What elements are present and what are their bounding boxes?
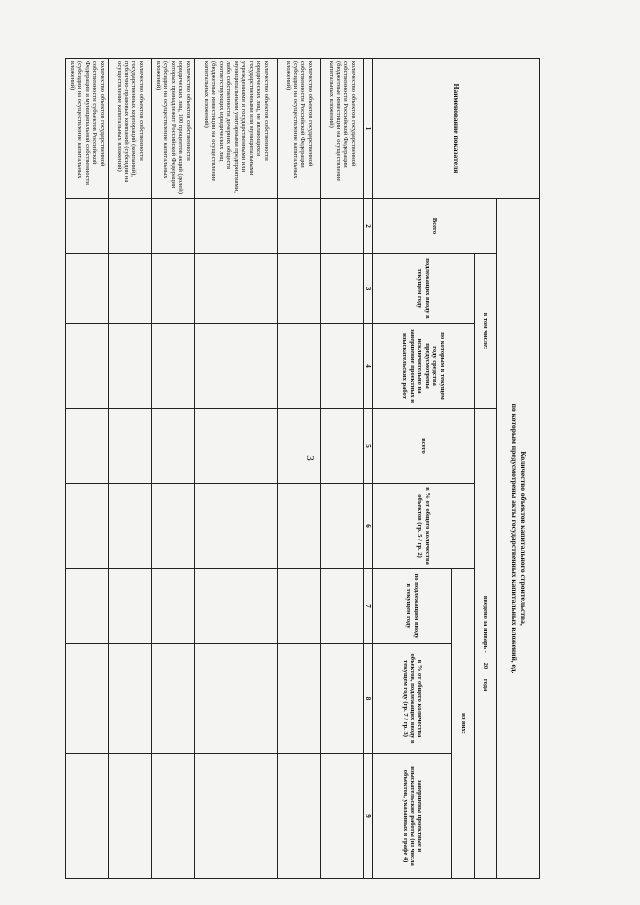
- table-row: [152, 59, 195, 879]
- row-label: количество объектов собственности юридических лиц, не являющихся государственными или муниципальными учреждениями и государственными или муниципальными унитарными предприятиями, либо собственности дочерних обществ соответствующих юридических лиц (бюджетные инвестиции на осуществление капитальных вложений): [195, 59, 278, 199]
- table-cell[interactable]: [152, 324, 195, 409]
- table-cell[interactable]: [109, 254, 152, 324]
- col-number: 6: [364, 484, 373, 569]
- table-row: [278, 59, 321, 879]
- percent-total-header: в % от общего количества объектов (гр. 5 / гр. 2): [373, 484, 475, 569]
- table-cell[interactable]: [66, 484, 109, 569]
- table-cell[interactable]: [278, 324, 321, 409]
- row-label: количество объектов государственной собственности Российской Федерации (бюджетные инвестиции на осуществление капитальных вложений): [321, 59, 364, 199]
- row-label: количество объектов собственности юридических лиц, 100 процентов акций (долей) которых принадлежит Российской Федерации (субсидии на осуществление капитальных вложений): [152, 59, 195, 199]
- table-row: [195, 59, 278, 879]
- col-number: 7: [364, 569, 373, 644]
- design-completed-header: завершены проектные и изыскательские работы (из числа объектов, указанных в графе 4): [373, 754, 452, 879]
- table-row: [321, 59, 364, 879]
- table-cell[interactable]: [195, 409, 278, 484]
- col-number: 5: [364, 409, 373, 484]
- table-cell[interactable]: [278, 569, 321, 644]
- of-them-header: из них:: [452, 569, 474, 879]
- commissioning-header: подлежащих вводу в текущем году: [373, 254, 475, 324]
- introduced-header: введено за январь - 20 года: [474, 409, 496, 879]
- header-row-1: [496, 59, 539, 879]
- table-cell[interactable]: [152, 569, 195, 644]
- table-cell[interactable]: [278, 484, 321, 569]
- column-numbers-row: [364, 59, 373, 879]
- rotated-table-container: [65, 58, 540, 878]
- table-cell[interactable]: [195, 254, 278, 324]
- table-cell[interactable]: [195, 199, 278, 254]
- table-cell[interactable]: [195, 644, 278, 754]
- table-cell[interactable]: [152, 754, 195, 879]
- table-cell[interactable]: [195, 484, 278, 569]
- table-cell[interactable]: [152, 254, 195, 324]
- table-cell[interactable]: [66, 569, 109, 644]
- table-cell[interactable]: [278, 754, 321, 879]
- table-cell[interactable]: [109, 324, 152, 409]
- main-header-line2: по которым предусмотрены акты государственных капитальных вложений, ед.: [509, 403, 519, 674]
- year-label: года: [482, 678, 490, 692]
- incl-header: в том числе:: [474, 254, 496, 409]
- table-cell[interactable]: [109, 754, 152, 879]
- introduced-year: 20: [482, 662, 490, 670]
- table-cell[interactable]: [66, 409, 109, 484]
- row-label: количество объектов собственности государственных корпораций (компаний), публично-правовых компаний (субсидии на осуществление капитальных вложений): [109, 59, 152, 199]
- table-cell[interactable]: [109, 484, 152, 569]
- table-cell[interactable]: [278, 254, 321, 324]
- design-works-header: по которым в текущем году средства предусмотрены исключительно на завершение проектных и изыскательских работ: [373, 324, 475, 409]
- table-cell[interactable]: [321, 754, 364, 879]
- table-cell[interactable]: [66, 644, 109, 754]
- main-header-line1: Количество объектов капитального строительства,: [518, 451, 528, 626]
- table-cell[interactable]: [152, 644, 195, 754]
- col-number: 1: [364, 59, 373, 199]
- table-cell[interactable]: [321, 254, 364, 324]
- table-cell[interactable]: [321, 644, 364, 754]
- indicator-name-header: Наименование показателя: [373, 59, 540, 199]
- table-cell[interactable]: [321, 409, 364, 484]
- table-cell[interactable]: [152, 199, 195, 254]
- total-header: Всего: [373, 199, 497, 254]
- col-number: 8: [364, 644, 373, 754]
- col-number: 4: [364, 324, 373, 409]
- table-cell[interactable]: [66, 254, 109, 324]
- table-cell[interactable]: [278, 199, 321, 254]
- col-number: 3: [364, 254, 373, 324]
- page-number: 3: [304, 455, 316, 461]
- col-number: 9: [364, 754, 373, 879]
- row-label: количество объектов государственной собственности субъектов Российской Федерации и муниципальной собственности (субсидии на осуществление капитальных вложений): [66, 59, 109, 199]
- table-row: [109, 59, 152, 879]
- total2-header: всего: [373, 409, 475, 484]
- table-cell[interactable]: [109, 199, 152, 254]
- col-number: 2: [364, 199, 373, 254]
- table-cell[interactable]: [321, 324, 364, 409]
- capital-objects-table: [65, 58, 540, 879]
- table-cell[interactable]: [195, 569, 278, 644]
- table-cell[interactable]: [109, 644, 152, 754]
- table-cell[interactable]: [278, 644, 321, 754]
- table-cell[interactable]: [195, 754, 278, 879]
- table-cell[interactable]: [66, 754, 109, 879]
- table-cell[interactable]: [321, 484, 364, 569]
- table-cell[interactable]: [152, 484, 195, 569]
- percent-commission-header: в % от общего количества объектов, подлежащих вводу в текущем году (гр. 7 / гр. 3): [373, 644, 452, 754]
- table-cell[interactable]: [66, 324, 109, 409]
- table-cell[interactable]: [109, 409, 152, 484]
- table-cell[interactable]: [321, 199, 364, 254]
- table-cell[interactable]: [66, 199, 109, 254]
- table-cell[interactable]: [321, 569, 364, 644]
- main-header: [496, 199, 539, 879]
- table-cell[interactable]: [195, 324, 278, 409]
- table-cell[interactable]: [278, 409, 321, 484]
- table-cell[interactable]: [152, 409, 195, 484]
- table-row: [66, 59, 109, 879]
- row-label: количество объектов государственной собственности Российской Федерации (субсидии на осуществление капитальных вложений): [278, 59, 321, 199]
- subject-commission-header: по подлежащим вводу в текущем году: [373, 569, 452, 644]
- table-cell[interactable]: [109, 569, 152, 644]
